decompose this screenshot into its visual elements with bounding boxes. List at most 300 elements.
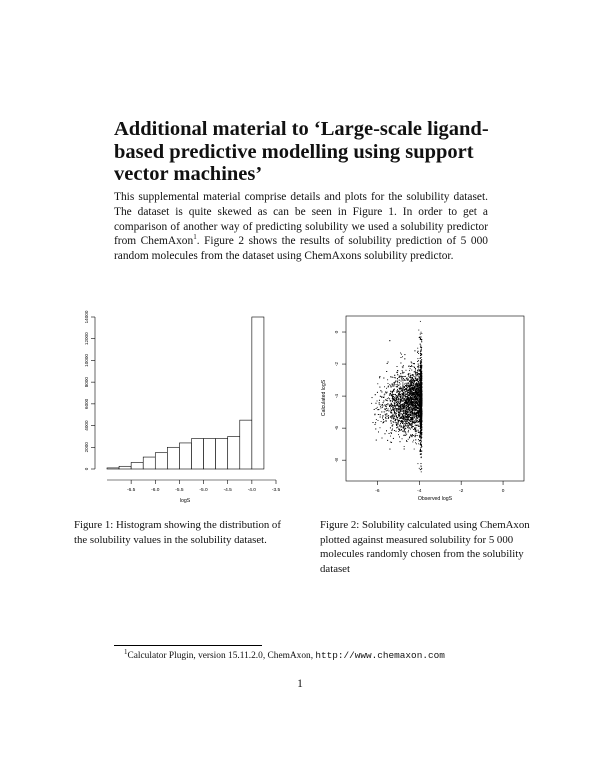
scatter-point: [395, 405, 396, 406]
scatter-point: [421, 366, 422, 367]
scatter-point: [402, 438, 403, 439]
scatter-point: [414, 371, 415, 372]
scatter-point: [412, 418, 413, 419]
scatter-point: [397, 372, 398, 373]
scatter-point: [394, 430, 395, 431]
scatter-point: [414, 395, 415, 396]
scatter-point: [411, 397, 412, 398]
scatter-point: [420, 449, 421, 450]
scatter-point: [411, 392, 412, 393]
scatter-point: [397, 417, 398, 418]
scatter-point: [396, 384, 397, 385]
plot-frame: [346, 316, 524, 481]
scatter-point: [412, 384, 413, 385]
scatter-point: [411, 427, 412, 428]
scatter-point: [410, 397, 411, 398]
scatter-point: [418, 381, 419, 382]
scatter-point: [408, 374, 409, 375]
scatter-point: [415, 380, 416, 381]
scatter-point: [403, 427, 404, 428]
scatter-point: [418, 351, 419, 352]
scatter-point: [402, 398, 403, 399]
scatter-point: [374, 409, 375, 410]
scatter-point: [391, 423, 392, 424]
scatter-point: [402, 411, 403, 412]
scatter-point: [404, 426, 405, 427]
scatter-point: [397, 405, 398, 406]
scatter-point: [410, 390, 411, 391]
scatter-point: [398, 415, 399, 416]
scatter-point: [417, 352, 418, 353]
scatter-point: [390, 442, 391, 443]
scatter-point: [412, 441, 413, 442]
scatter-point: [388, 415, 389, 416]
scatter-point: [420, 347, 421, 348]
scatter-point: [410, 376, 411, 377]
scatter-point: [414, 449, 415, 450]
scatter-point: [413, 385, 414, 386]
scatter-point: [385, 415, 386, 416]
scatter-point: [420, 406, 421, 407]
scatter-point: [404, 387, 405, 388]
scatter-point: [410, 414, 411, 415]
scatter-point: [413, 402, 414, 403]
scatter-point: [392, 401, 393, 402]
scatter-point: [419, 419, 420, 420]
scatter-point: [411, 379, 412, 380]
scatter-point: [409, 425, 410, 426]
scatter-point: [421, 468, 422, 469]
scatter-point: [405, 403, 406, 404]
scatter-point: [377, 407, 378, 408]
scatter-point: [415, 385, 416, 386]
scatter-point: [420, 408, 421, 409]
scatter-point: [394, 410, 395, 411]
scatter-point: [409, 414, 410, 415]
scatter-point: [412, 382, 413, 383]
scatter-point: [393, 398, 394, 399]
scatter-point: [417, 390, 418, 391]
scatter-point: [396, 399, 397, 400]
scatter-point: [415, 384, 416, 385]
scatter-point: [418, 405, 419, 406]
scatter-point: [403, 428, 404, 429]
scatter-point: [400, 399, 401, 400]
scatter-point: [409, 404, 410, 405]
scatter-point: [394, 377, 395, 378]
scatter-point: [412, 423, 413, 424]
scatter-point: [383, 421, 384, 422]
scatter-point: [418, 398, 419, 399]
scatter-point: [411, 408, 412, 409]
scatter-point: [407, 423, 408, 424]
scatter-point: [399, 408, 400, 409]
scatter-point: [414, 417, 415, 418]
scatter-point: [396, 416, 397, 417]
scatter-point: [420, 362, 421, 363]
scatter-point: [419, 440, 420, 441]
scatter-point: [416, 425, 417, 426]
scatter-point: [404, 376, 405, 377]
y-tick-label: 0: [84, 467, 89, 471]
scatter-point: [413, 405, 414, 406]
scatter-point: [373, 422, 374, 423]
scatter-point: [402, 379, 403, 380]
scatter-point: [400, 373, 401, 374]
scatter-point: [396, 386, 397, 387]
scatter-point: [409, 408, 410, 409]
scatter-point: [400, 418, 401, 419]
histogram-bar: [107, 468, 119, 469]
scatter-point: [414, 415, 415, 416]
scatter-point: [401, 376, 402, 377]
scatter-point: [411, 362, 412, 363]
scatter-point: [403, 435, 404, 436]
scatter-point: [406, 391, 407, 392]
scatter-point: [390, 385, 391, 386]
scatter-point: [394, 399, 395, 400]
scatter-point: [400, 411, 401, 412]
scatter-point: [420, 469, 421, 470]
scatter-point: [396, 423, 397, 424]
scatter-point: [399, 389, 400, 390]
scatter-point: [411, 381, 412, 382]
scatter-point: [397, 420, 398, 421]
y-tick-label: 14000: [84, 310, 89, 324]
scatter-point: [392, 397, 393, 398]
histogram-bar: [167, 447, 179, 469]
scatter-point: [421, 434, 422, 435]
scatter-point: [415, 416, 416, 417]
scatter-point: [409, 403, 410, 404]
scatter-point: [394, 397, 395, 398]
scatter-point: [379, 376, 380, 377]
scatter-point: [412, 374, 413, 375]
scatter-point: [420, 370, 421, 371]
scatter-point: [402, 389, 403, 390]
scatter-point: [404, 354, 405, 355]
scatter-point: [410, 404, 411, 405]
histogram-bar: [143, 457, 155, 469]
scatter-point: [387, 363, 388, 364]
scatter-point: [418, 404, 419, 405]
scatter-point: [418, 403, 419, 404]
scatter-point: [418, 369, 419, 370]
scatter-point: [400, 384, 401, 385]
histogram-bar: [155, 453, 167, 469]
scatter-point: [405, 435, 406, 436]
scatter-point: [390, 412, 391, 413]
scatter-point: [391, 386, 392, 387]
scatter-point: [415, 442, 416, 443]
scatter-point: [402, 356, 403, 357]
scatter-point: [409, 437, 410, 438]
scatter-point: [393, 414, 394, 415]
scatter-point: [415, 374, 416, 375]
scatter-point: [420, 425, 421, 426]
scatter-point: [404, 446, 405, 447]
scatter-point: [381, 396, 382, 397]
scatter-point: [418, 376, 419, 377]
scatter-point: [416, 383, 417, 384]
scatter-point: [405, 417, 406, 418]
scatter-point: [404, 404, 405, 405]
scatter-point: [419, 383, 420, 384]
scatter-point: [398, 434, 399, 435]
scatter-point: [411, 421, 412, 422]
scatter-point: [399, 398, 400, 399]
scatter-point: [420, 339, 421, 340]
scatter-point: [415, 400, 416, 401]
scatter-point: [420, 415, 421, 416]
scatter-point: [391, 412, 392, 413]
scatter-point: [380, 396, 381, 397]
scatter-point: [419, 437, 420, 438]
scatter-point: [416, 384, 417, 385]
histogram-bar: [252, 317, 264, 469]
scatter-point: [375, 422, 376, 423]
scatter-point: [407, 396, 408, 397]
scatter-point: [401, 416, 402, 417]
scatter-point: [388, 383, 389, 384]
scatter-point: [414, 363, 415, 364]
scatter-point: [398, 411, 399, 412]
scatter-point: [418, 365, 419, 366]
scatter-point: [421, 410, 422, 411]
scatter-point: [397, 384, 398, 385]
scatter-point: [417, 366, 418, 367]
scatter-point: [404, 384, 405, 385]
scatter-point: [375, 394, 376, 395]
scatter-point: [421, 453, 422, 454]
scatter-point: [403, 408, 404, 409]
scatter-point: [421, 427, 422, 428]
scatter-point: [405, 425, 406, 426]
scatter-point: [408, 385, 409, 386]
scatter-point: [392, 415, 393, 416]
scatter-point: [391, 413, 392, 414]
scatter-point: [399, 382, 400, 383]
scatter-point: [406, 416, 407, 417]
scatter-point: [394, 403, 395, 404]
scatter-point: [399, 401, 400, 402]
scatter-point: [415, 404, 416, 405]
scatter-point: [417, 358, 418, 359]
scatter-point: [392, 424, 393, 425]
scatter-point: [397, 366, 398, 367]
scatter-point: [417, 348, 418, 349]
scatter-point: [417, 374, 418, 375]
scatter-point: [386, 413, 387, 414]
scatter-point: [410, 407, 411, 408]
scatter-point: [415, 406, 416, 407]
scatter-point: [410, 366, 411, 367]
scatter-point: [414, 417, 415, 418]
scatter-point: [415, 392, 416, 393]
scatter-point: [390, 408, 391, 409]
scatter-point: [415, 419, 416, 420]
scatter-point: [414, 423, 415, 424]
scatter-point: [420, 433, 421, 434]
scatter-point: [392, 392, 393, 393]
scatter-point: [411, 404, 412, 405]
scatter-point: [409, 402, 410, 403]
scatter-point: [394, 405, 395, 406]
scatter-point: [405, 422, 406, 423]
scatter-point: [400, 391, 401, 392]
scatter-point: [401, 354, 402, 355]
scatter-point: [402, 421, 403, 422]
y-tick-label: 2000: [84, 442, 89, 453]
scatter-point: [421, 360, 422, 361]
scatter-point: [403, 413, 404, 414]
scatter-point: [394, 400, 395, 401]
scatter-point: [390, 412, 391, 413]
scatter-point: [400, 388, 401, 389]
scatter-point: [412, 421, 413, 422]
scatter-point: [421, 367, 422, 368]
scatter-point: [402, 423, 403, 424]
scatter-point: [401, 381, 402, 382]
scatter-point: [380, 427, 381, 428]
scatter-point: [389, 406, 390, 407]
scatter-point: [417, 410, 418, 411]
scatter-point: [421, 442, 422, 443]
scatter-point: [421, 413, 422, 414]
scatter-point: [394, 375, 395, 376]
scatter-point: [400, 396, 401, 397]
scatter-point: [399, 429, 400, 430]
scatter-point: [417, 463, 418, 464]
scatter-point: [420, 427, 421, 428]
scatter-point: [421, 369, 422, 370]
scatter-point: [407, 394, 408, 395]
scatter-point: [403, 394, 404, 395]
scatter-point: [421, 426, 422, 427]
scatter-point: [420, 443, 421, 444]
scatter-point: [420, 437, 421, 438]
scatter-point: [419, 387, 420, 388]
scatter-point: [398, 421, 399, 422]
scatter-point: [410, 377, 411, 378]
scatter-point: [403, 407, 404, 408]
scatter-point: [415, 431, 416, 432]
scatter-point: [404, 380, 405, 381]
histogram-bar: [119, 466, 131, 469]
scatter-point: [418, 439, 419, 440]
scatter-point: [404, 411, 405, 412]
scatter-point: [397, 427, 398, 428]
scatter-point: [406, 402, 407, 403]
scatter-point: [418, 360, 419, 361]
scatter-point: [406, 389, 407, 390]
scatter-point: [397, 389, 398, 390]
scatter-point: [410, 388, 411, 389]
scatter-point: [414, 421, 415, 422]
scatter-point: [408, 379, 409, 380]
scatter-point: [421, 390, 422, 391]
scatter-point: [391, 406, 392, 407]
scatter-point: [397, 410, 398, 411]
scatter-point: [396, 424, 397, 425]
scatter-point: [393, 390, 394, 391]
scatter-point: [421, 400, 422, 401]
scatter-point: [412, 383, 413, 384]
scatter-point: [409, 428, 410, 429]
scatter-point: [419, 426, 420, 427]
scatter-point: [379, 402, 380, 403]
scatter-point: [400, 402, 401, 403]
scatter-point: [406, 394, 407, 395]
scatter-point: [406, 426, 407, 427]
scatter-point: [397, 374, 398, 375]
scatter-point: [421, 471, 422, 472]
scatter-point: [406, 434, 407, 435]
scatter-point: [391, 416, 392, 417]
scatter-point: [405, 431, 406, 432]
scatter-point: [386, 418, 387, 419]
scatter-point: [380, 390, 381, 391]
scatter-point: [411, 398, 412, 399]
scatter-point: [396, 402, 397, 403]
scatter-point: [408, 407, 409, 408]
scatter-point: [410, 405, 411, 406]
scatter-point: [389, 449, 390, 450]
scatter-point: [419, 394, 420, 395]
scatter-point: [399, 391, 400, 392]
scatter-point: [403, 380, 404, 381]
scatter-point: [403, 422, 404, 423]
scatter-point: [402, 395, 403, 396]
scatter-point: [419, 415, 420, 416]
scatter-point: [414, 367, 415, 368]
scatter-point: [398, 407, 399, 408]
scatter-point: [413, 399, 414, 400]
scatter-point: [398, 391, 399, 392]
scatter-point: [411, 379, 412, 380]
scatter-point: [412, 397, 413, 398]
scatter-point: [400, 353, 401, 354]
scatter-point: [400, 401, 401, 402]
scatter-point: [420, 344, 421, 345]
scatter-point: [420, 398, 421, 399]
scatter-point: [419, 409, 420, 410]
scatter-point: [409, 400, 410, 401]
scatter-point: [404, 392, 405, 393]
scatter-point: [420, 350, 421, 351]
scatter-point: [408, 405, 409, 406]
scatter-point: [413, 401, 414, 402]
scatter-point: [417, 403, 418, 404]
scatter-point: [413, 409, 414, 410]
scatter-point: [404, 390, 405, 391]
y-tick-label: 4000: [84, 420, 89, 431]
scatter-point: [410, 396, 411, 397]
scatter-point: [410, 386, 411, 387]
scatter-point: [380, 408, 381, 409]
scatter-point: [377, 409, 378, 410]
scatter-point: [404, 428, 405, 429]
scatter-point: [417, 398, 418, 399]
scatter-point: [394, 413, 395, 414]
scatter-point: [420, 345, 421, 346]
scatter-point: [383, 422, 384, 423]
scatter-point: [416, 412, 417, 413]
scatter-point: [403, 392, 404, 393]
scatter-point: [411, 363, 412, 364]
scatter-point: [401, 404, 402, 405]
scatter-point: [420, 353, 421, 354]
